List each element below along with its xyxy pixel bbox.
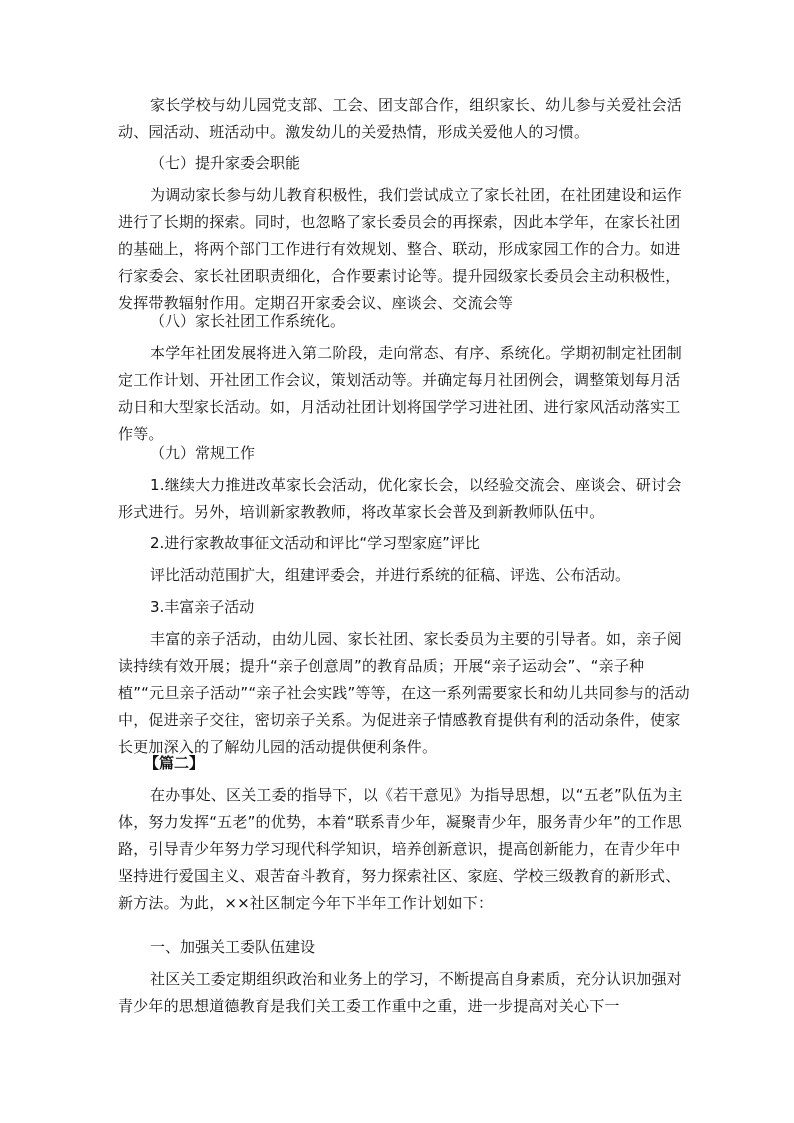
heading-section-7: （七）提升家委会职能 xyxy=(150,154,301,172)
paragraph-item-1: 1.继续大力推进改革家长会活动，优化家长会，以经验交流会、座谈会、研讨会形式进行。另外，培训新家教教师，将改革家长会普及到新教师队伍中。 xyxy=(118,476,682,521)
paragraph-parent-child-activities: 丰富的亲子活动，由幼儿园、家长社团、家长委员为主要的引导者。如，亲子阅读持续有效开展；提升“亲子创意周”的教育品质；开展“亲子运动会”、“亲子种植”“元旦亲子活动”“亲子社会实践”等等，在这一系列需要家长和幼儿共同参与的活动中，促进亲子交往，密切亲子关系。为促进亲子情感教育提供有利的活动条件，使家长更加深入的了解幼儿园的活动提供便利条件。 xyxy=(118,630,690,756)
paragraph-parent-committee: 为调动家长参与幼儿教育积极性，我们尝试成立了家长社团，在社团建设和运作进行了长期的探索。同时，也忽略了家长委员会的再探索，因此本学年，在家长社团的基础上，将两个部门工作进行有效规划、整合、联动，形成家园工作的合力。如进行家委会、家长社团职责细化，合作要素讨论等。提升园级家长委员会主动积极性，发挥带教辐射作用。定期召开家委会议、座谈会、交流会等 xyxy=(118,186,683,312)
heading-team-building: 一、加强关工委队伍建设 xyxy=(150,938,316,956)
heading-section-9: （九）常规工作 xyxy=(150,444,256,462)
paragraph-parent-association: 本学年社团发展将进入第二阶段，走向常态、有序、系统化。学期初制定社团制定工作计划、开社团工作会议，策划活动等。并确定每月社团例会，调整策划每月活动日和大型家长活动。如，月活动社团计划将国学学习进社团、进行家风活动落实工作等。 xyxy=(118,344,683,443)
paragraph-family-school-cooperation: 家长学校与幼儿园党支部、工会、团支部合作，组织家长、幼儿参与关爱社会活动、园活动、班活动中。激发幼儿的关爱热情，形成关爱他人的习惯。 xyxy=(118,96,683,141)
heading-item-2: 2.进行家教故事征文活动和评比“学习型家庭”评比 xyxy=(150,534,480,552)
paragraph-part-two-intro: 在办事处、区关工委的指导下，以《若干意见》为指导思想，以“五老”队伍为主体，努力发挥“五老”的优势，本着“联系青少年，凝聚青少年，服务青少年”的工作思路，引导青少年努力学习现代科学知识，培养创新意识，提高创新能力，在青少年中坚持进行爱国主义、艰苦奋斗教育，努力探索社区、家庭、学校三级教育的新形式、新方法。为此，××社区制定今年下半年工作计划如下： xyxy=(118,786,683,912)
paragraph-item-2-detail: 评比活动范围扩大，组建评委会，并进行系统的征稿、评选、公布活动。 xyxy=(150,566,631,584)
heading-part-two: 【篇二】 xyxy=(144,754,205,772)
heading-section-8: （八）家长社团工作系统化。 xyxy=(150,312,346,330)
heading-item-3: 3.丰富亲子活动 xyxy=(150,598,255,616)
paragraph-team-building: 社区关工委定期组织政治和业务上的学习，不断提高自身素质，充分认识加强对青少年的思想道德教育是我们关工委工作重中之重，进一步提高对关心下一 xyxy=(118,970,683,1015)
